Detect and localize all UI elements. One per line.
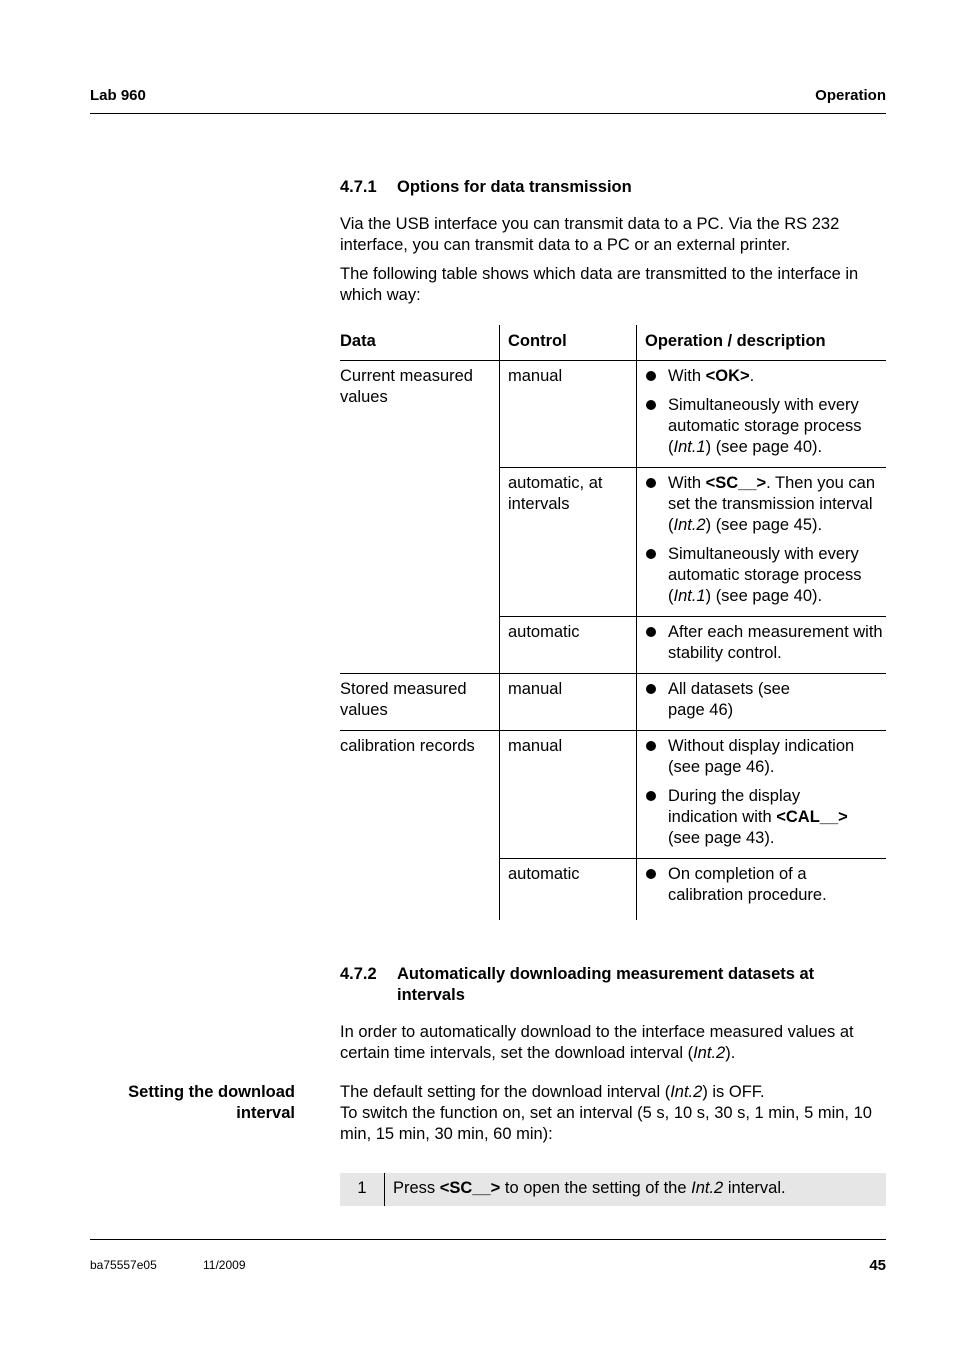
description-cell	[637, 859, 887, 921]
step-divider	[384, 1173, 385, 1206]
description-cell	[637, 674, 887, 731]
description-cell	[637, 731, 887, 859]
footer-rule	[90, 1239, 886, 1240]
header-title: Lab 960	[90, 87, 146, 104]
control-cell: automatic	[500, 859, 637, 921]
bullet-icon	[646, 869, 656, 879]
transmission-table	[340, 325, 886, 920]
list-item: Without display indication (see page 46).	[645, 736, 886, 778]
intro-paragraph: Via the USB interface you can transmit data to a PC. Via the RS 232 interface, you can transmit data to a PC or an external printer.	[340, 215, 840, 254]
bullet-icon	[646, 478, 656, 488]
list-item: During the display indication with <CAL__> (see page 43).	[645, 786, 853, 849]
bullet-icon	[646, 549, 656, 559]
section-heading-4-7-1	[340, 177, 886, 198]
data-cell: calibration records	[340, 737, 475, 755]
table-header-row	[340, 325, 886, 361]
data-cell: Current measured values	[340, 361, 500, 674]
col-header-operation: Operation / description	[637, 325, 887, 361]
step-row	[340, 1173, 886, 1206]
bullet-icon	[646, 684, 656, 694]
step-number: 1	[357, 1179, 367, 1197]
bullet-icon	[646, 371, 656, 381]
description-cell	[637, 361, 887, 468]
list-item: With <SC__>. Then you can set the transmission interval (Int.2) (see page 45).	[645, 473, 886, 536]
header-section: Operation	[815, 87, 886, 104]
footer-date: 11/2009	[203, 1258, 246, 1272]
col-header-control: Control	[500, 325, 637, 361]
control-cell: manual	[500, 731, 637, 859]
control-cell: automatic	[500, 617, 637, 674]
page-number: 45	[869, 1257, 886, 1274]
section-title: Automatically downloading measurement datasets at intervals	[397, 965, 815, 1004]
col-header-data: Data	[340, 325, 500, 361]
bullet-icon	[646, 741, 656, 751]
control-cell: manual	[500, 361, 637, 468]
section-title: Options for data transmission	[397, 178, 632, 196]
bullet-icon	[646, 627, 656, 637]
control-cell: automatic, at intervals	[500, 468, 637, 617]
data-cell: Stored measured values	[340, 674, 500, 731]
default-setting-paragraph: The default setting for the download interval (Int.2) is OFF. To switch the function on, set an interval (5 s, 10 s, 30 s, 1 min, 5 min, 10 min, 15 min, 30 min, 60 min):	[340, 1083, 872, 1143]
step-text: Press <SC__> to open the setting of the Int.2 interval.	[393, 1179, 786, 1197]
bullet-icon	[646, 791, 656, 801]
table-row	[340, 731, 886, 859]
download-intro-paragraph: In order to automatically download to the interface measured values at certain time intervals, set the download interval (Int.2).	[340, 1023, 854, 1062]
bullet-icon	[646, 400, 656, 410]
list-item: With <OK>.	[645, 366, 886, 387]
section-heading-4-7-2	[340, 964, 886, 1006]
list-item: All datasets (see page 46)	[645, 679, 798, 721]
footer-doc-number: ba75557e05	[90, 1258, 157, 1272]
list-item: After each measurement with stability control.	[645, 622, 886, 664]
table-row	[340, 674, 886, 731]
table-row	[340, 361, 886, 468]
table-intro-paragraph: The following table shows which data are transmitted to the interface in which way:	[340, 265, 859, 304]
side-label: Setting the download interval	[128, 1083, 295, 1122]
list-item: Simultaneously with every automatic storage process (Int.1) (see page 40).	[645, 544, 886, 607]
section-number: 4.7.2	[340, 965, 377, 983]
description-cell	[637, 468, 887, 617]
section-number: 4.7.1	[340, 178, 377, 196]
header-rule	[90, 113, 886, 114]
control-cell: manual	[500, 674, 637, 731]
description-cell	[637, 617, 887, 674]
list-item: Simultaneously with every automatic storage process (Int.1) (see page 40).	[645, 395, 886, 458]
list-item: On completion of a calibration procedure.	[645, 864, 843, 906]
